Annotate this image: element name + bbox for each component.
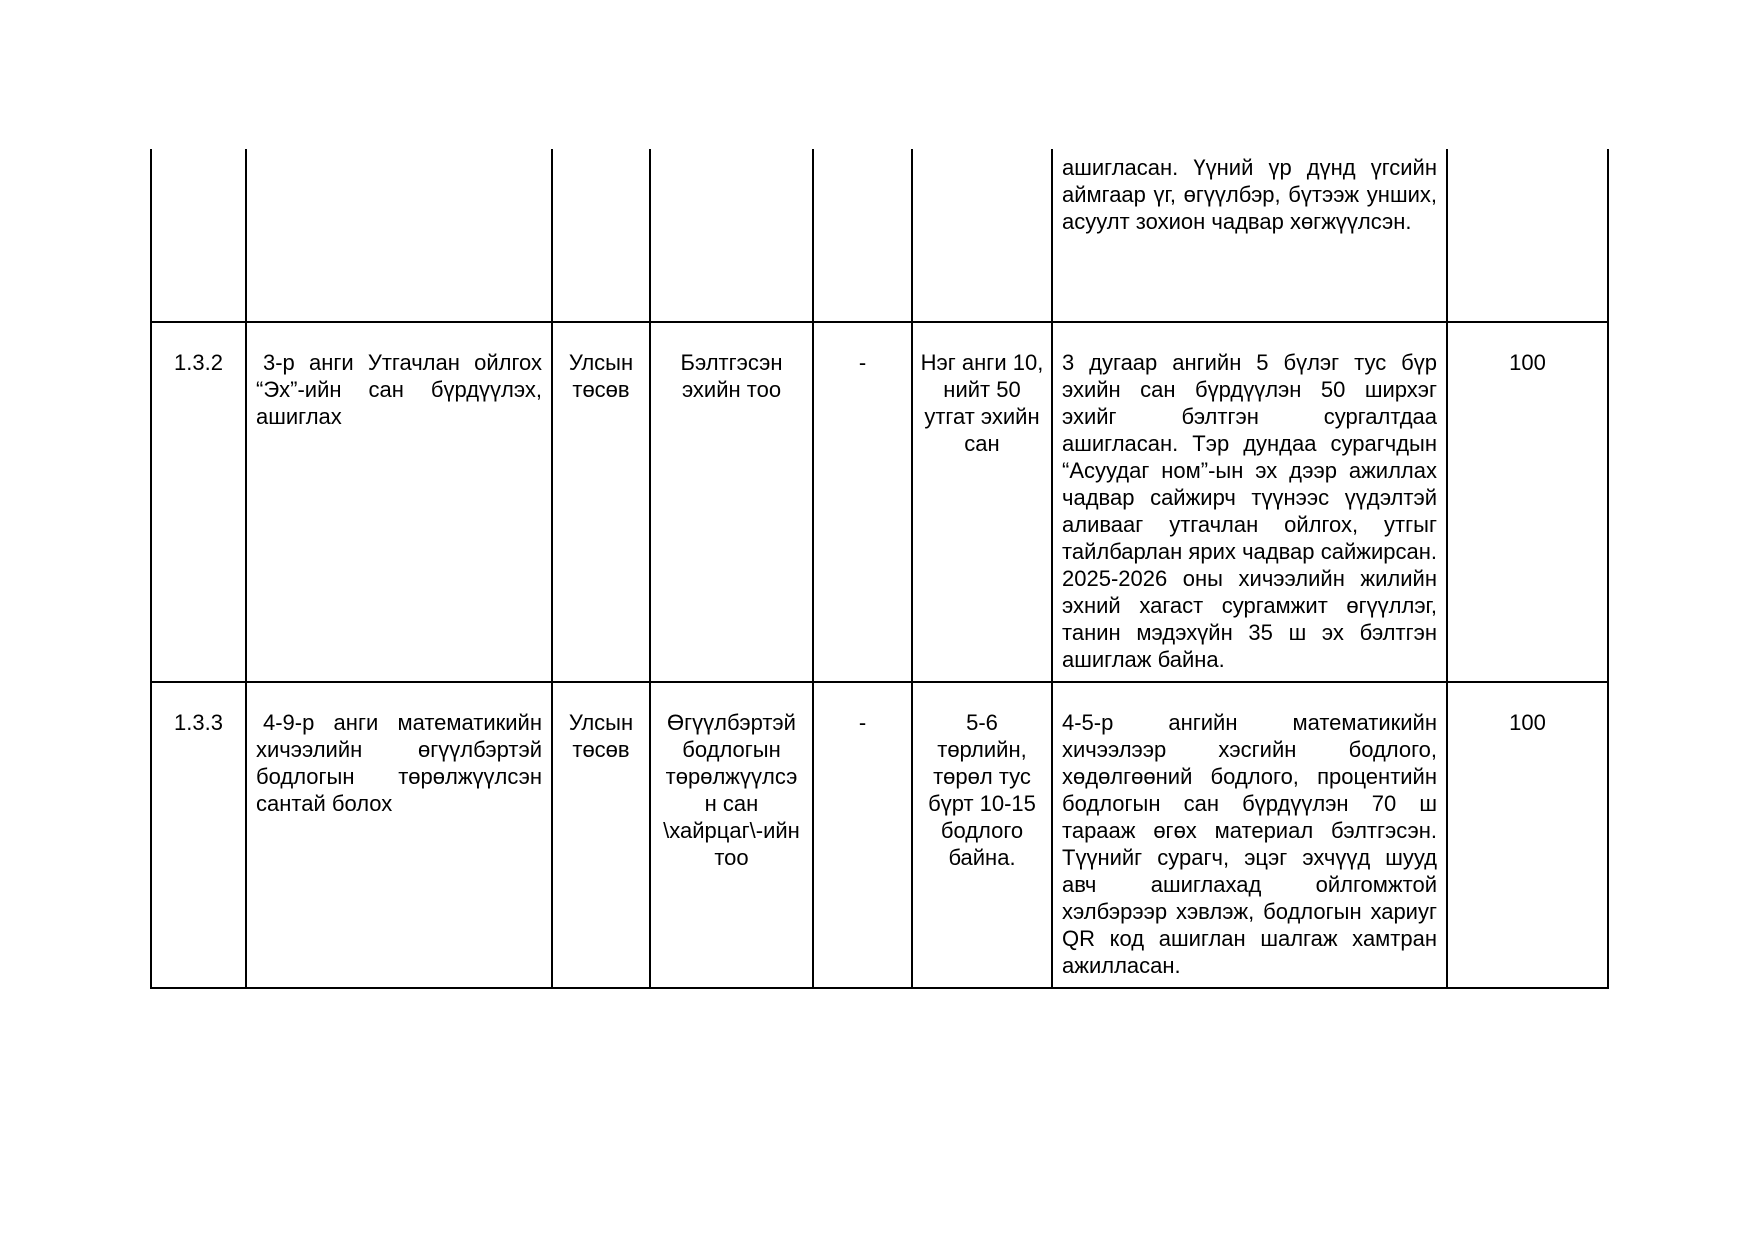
cell-activity: 4-9-р анги математикийн хичээлийн өгүүлбэртэй бодлогын төрөлжүүлсэн сантай болох bbox=[246, 682, 552, 988]
cell-score: 100 bbox=[1447, 322, 1608, 682]
cell-result: ашигласан. Үүний үр дүнд үгсийн аймгаар үг, өгүүлбэр, бүтээж унших, асуулт зохион чадвар хөгжүүлсэн. bbox=[1052, 149, 1447, 322]
cell-score: 100 bbox=[1447, 682, 1608, 988]
cell-baseline bbox=[813, 149, 912, 322]
cell-indicator: Өгүүлбэртэй бодлогын төрөлжүүлсэн сан \хайрцаг\-ийн тоо bbox=[650, 682, 813, 988]
cell-baseline: - bbox=[813, 322, 912, 682]
cell-result: 3 дугаар ангийн 5 бүлэг тус бүр эхийн сан бүрдүүлэн 50 ширхэг эхийг бэлтгэн сургалтдаа ашигласан. Тэр дундаа сурагчдын “Асуудаг ном”-ын эх дээр ажиллах чадвар сайжирч түүнээс үүдэлтэй аливааг утгачлан ойлгох, утгыг тайлбарлан ярих чадвар сайжирсан. 2025-2026 оны хичээлийн жилийн эхний хагаст сургамжит өгүүллэг, танин мэдэхүйн 35 ш эх бэлтгэн ашиглаж байна. bbox=[1052, 322, 1447, 682]
cell-funding: Улсын төсөв bbox=[552, 322, 650, 682]
cell-target bbox=[912, 149, 1052, 322]
table-row bbox=[151, 682, 1608, 988]
cell-funding: Улсын төсөв bbox=[552, 682, 650, 988]
cell-indicator bbox=[650, 149, 813, 322]
cell-activity: 3-р анги Утгачлан ойлгох “Эх”-ийн сан бүрдүүлэх, ашиглах bbox=[246, 322, 552, 682]
table-row bbox=[151, 149, 1608, 322]
cell-activity bbox=[246, 149, 552, 322]
cell-result: 4-5-р ангийн математикийн хичээлээр хэсгийн бодлого, хөдөлгөөний бодлого, процентийн бодлогын сан бүрдүүлэн 70 ш тарааж өгөх материал бэлтгэсэн. Түүнийг сурагч, эцэг эхчүүд шууд авч ашиглахад ойлгомжтой хэлбэрээр хэвлэж, бодлогын хариуг QR код ашиглан шалгаж хамтран ажилласан. bbox=[1052, 682, 1447, 988]
cell-score bbox=[1447, 149, 1608, 322]
cell-target: 5-6 төрлийн, төрөл тус бүрт 10-15 бодлого байна. bbox=[912, 682, 1052, 988]
performance-report-table bbox=[150, 149, 1609, 989]
cell-baseline: - bbox=[813, 682, 912, 988]
cell-funding bbox=[552, 149, 650, 322]
table-row bbox=[151, 322, 1608, 682]
cell-target: Нэг анги 10, нийт 50 утгат эхийн сан bbox=[912, 322, 1052, 682]
cell-code bbox=[151, 149, 246, 322]
cell-code: 1.3.3 bbox=[151, 682, 246, 988]
cell-code: 1.3.2 bbox=[151, 322, 246, 682]
cell-indicator: Бэлтгэсэн эхийн тоо bbox=[650, 322, 813, 682]
